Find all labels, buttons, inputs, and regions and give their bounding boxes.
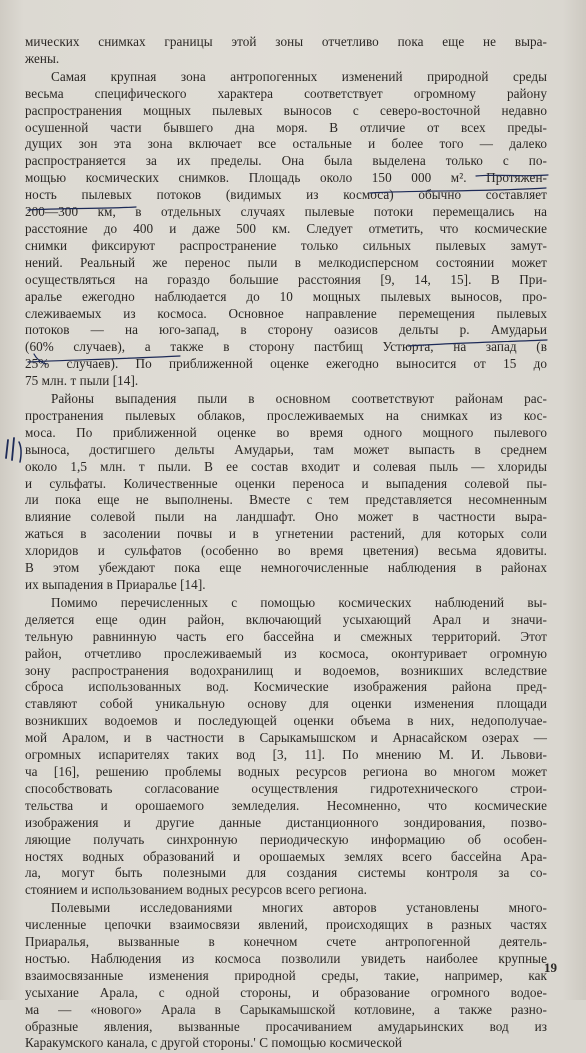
body-text xyxy=(25,34,547,1053)
paragraph-4 xyxy=(25,595,547,899)
text-line: ляющие получать синхронную периодическую информацию об особен- xyxy=(25,831,547,847)
text-line: 25% случаев). По приближенной оценке ежегодно выносится от 15 до xyxy=(25,356,547,372)
paragraph-1 xyxy=(25,34,547,68)
text-line: расстояние до 400 и даже 500 км. Следует отметить, что космические xyxy=(25,220,547,236)
text-line: Каракумского канала, с другой стороны.' С помощью космической xyxy=(25,1035,402,1051)
text-line: зону распространения водохранилищ и водоемов, возникших вследствие xyxy=(25,662,547,678)
text-line: огромных испарителях таких вод [3, 11]. По мнению М. И. Львови- xyxy=(25,747,547,763)
text-line: дущих зон эта зона включает все остальные и более того — далеко xyxy=(25,136,547,152)
text-line: (60% случаев), а также в сторону пастбищ Устюрта, на запад (в xyxy=(25,339,547,355)
text-line: ла, могут быть полезными для создания системы контроля за со- xyxy=(25,865,547,881)
text-line: В этом убеждают пока еще немногочисленные наблюдения в районах xyxy=(25,560,547,576)
text-line: усыхание Арала, с одной стороны, и образование огромного водое- xyxy=(25,984,547,1000)
text-line: мой Аралом, и в частности в Сарыкамышском и Арнасайском озерах — xyxy=(25,730,547,746)
paragraph-2 xyxy=(25,69,547,390)
text-line: ность пылевых потоков (видимых из космоса) обычно составляет xyxy=(25,187,547,203)
text-line: влияние солевой пыли на ландшафт. Оно может в частности выра- xyxy=(25,509,547,525)
text-line: ставляют собой уникальную основу для оценки изменения площади xyxy=(25,696,547,712)
text-line: выноса, достигшего дельты Амударьи, там может выпасть в среднем xyxy=(25,441,547,457)
text-line: тельную равнинную часть его бассейна и смежных территорий. Этот xyxy=(25,628,547,644)
text-line: аралье ежегодно наблюдается до 10 мощных пылевых выносов, про- xyxy=(25,288,547,304)
text-line: Самая крупная зона антропогенных изменений природной среды xyxy=(51,68,547,84)
text-line: тельства и орошаемого земледелия. Несомненно, что космические xyxy=(25,797,547,813)
text-line: изображения и другие данные дистанционного зондирования, позво- xyxy=(25,814,547,830)
text-line: их выпадения в Приаралье [14]. xyxy=(25,577,206,592)
text-line: ностью. Наблюдения из космоса позволили увидеть наиболее крупные xyxy=(25,950,547,966)
text-line: распространяется за их пределы. Она была выделена только с по- xyxy=(25,153,547,169)
text-line: Помимо перечисленных с помощью космических наблюдений вы- xyxy=(51,594,547,610)
text-line: образные явления, вызванные просачиванием амударьинских вод из xyxy=(25,1018,547,1034)
text-line: моса. По приближенной оценке во время одного мощного пылевого xyxy=(25,424,547,440)
text-line: около 1,5 млн. т пыли. В ее состав входит и солевая пыль — хлориды xyxy=(25,458,547,474)
text-line: район, отчетливо прослеживаемый из космоса, оконтуривает огромную xyxy=(25,645,547,661)
text-line: пространения пылевых облаков, прослеживаемых на снимках из кос- xyxy=(25,407,547,423)
text-line: распространения мощных пылевых выносов с северо-восточной недавно xyxy=(25,102,547,118)
text-line: деляется еще один район, включающий усыхающий Арал и значи- xyxy=(25,611,547,627)
text-line: численные цепочки взаимосвязи явлений, происходящих в разных частях xyxy=(25,917,547,933)
text-line: стоянием и использованием водных ресурсов всего региона. xyxy=(25,882,368,898)
text-line: 75 млн. т пыли [14]. xyxy=(25,373,139,389)
text-line: осушенной части бывшего дна моря. В отличие от всех преды- xyxy=(25,119,547,135)
text-line: слеживаемых из космоса. Основное направление перемещения пылевых xyxy=(25,305,547,321)
text-line: жаться в засолении почвы и в угнетении растений, для которых соли xyxy=(25,526,547,542)
page-number: 19 xyxy=(544,960,557,975)
text-line: ли пока еще не выполнены. Вместе с тем представляется несомненным xyxy=(25,492,547,508)
text-line: ча [16], решению проблемы водных ресурсов региона во многом может xyxy=(25,763,547,779)
text-line: сброса использованных вод. Космические изображения района пред- xyxy=(25,679,547,695)
text-line: возникших водоемов и последующей оценки объема в них, недополучае- xyxy=(25,713,547,729)
text-line: нений. Реальный же перенос пыли в мелкодисперсном состоянии может xyxy=(25,254,547,270)
text-line: хлоридов и сульфатов (особенно во время цветения) весьма ядовиты. xyxy=(25,543,547,559)
text-line: способствовать согласование осуществления гидротехнического строи- xyxy=(25,780,547,796)
paragraph-3 xyxy=(25,391,547,594)
text-line: Полевыми исследованиями многих авторов установлены много- xyxy=(51,900,547,916)
text-line: Приаралья, вызванные в конечном счете антропогенной деятель- xyxy=(25,934,547,950)
text-line: ма — «нового» Арала в Сарыкамышской котловине, а также разно- xyxy=(25,1001,547,1017)
text-line: Районы выпадения пыли в основном соответствуют районам рас- xyxy=(51,391,547,407)
text-line: мощью космических снимков. Площадь около 150 000 м². Протяжен- xyxy=(25,170,547,186)
paragraph-5 xyxy=(25,900,547,1052)
text-line: взаимосвязанные изменения природной среды, такие, например, как xyxy=(25,967,547,983)
text-line: жены. xyxy=(25,50,60,66)
text-line: мических снимках границы этой зоны отчетливо пока еще не выра- xyxy=(25,34,547,49)
text-line: 200—300 км, в отдельных случаях пылевые потоки перемещались на xyxy=(25,204,547,220)
text-line: весьма специфического характера соответствует огромному району xyxy=(25,85,547,101)
text-line: потоков — на юго-запад, в сторону оазисов дельты р. Амударьи xyxy=(25,322,547,338)
text-line: осуществляться на гораздо большие расстояния [9, 14, 15]. В При- xyxy=(25,271,547,287)
text-line: снимки фиксируют распространение только сильных пылевых замут- xyxy=(25,237,547,253)
margin-tick-icon xyxy=(3,436,27,466)
text-line: ностях водных образований и орошаемых землях всего бассейна Ара- xyxy=(25,848,547,864)
text-line: и сульфаты. Количественные оценки переноса и выпадения солевой пы- xyxy=(25,475,547,491)
